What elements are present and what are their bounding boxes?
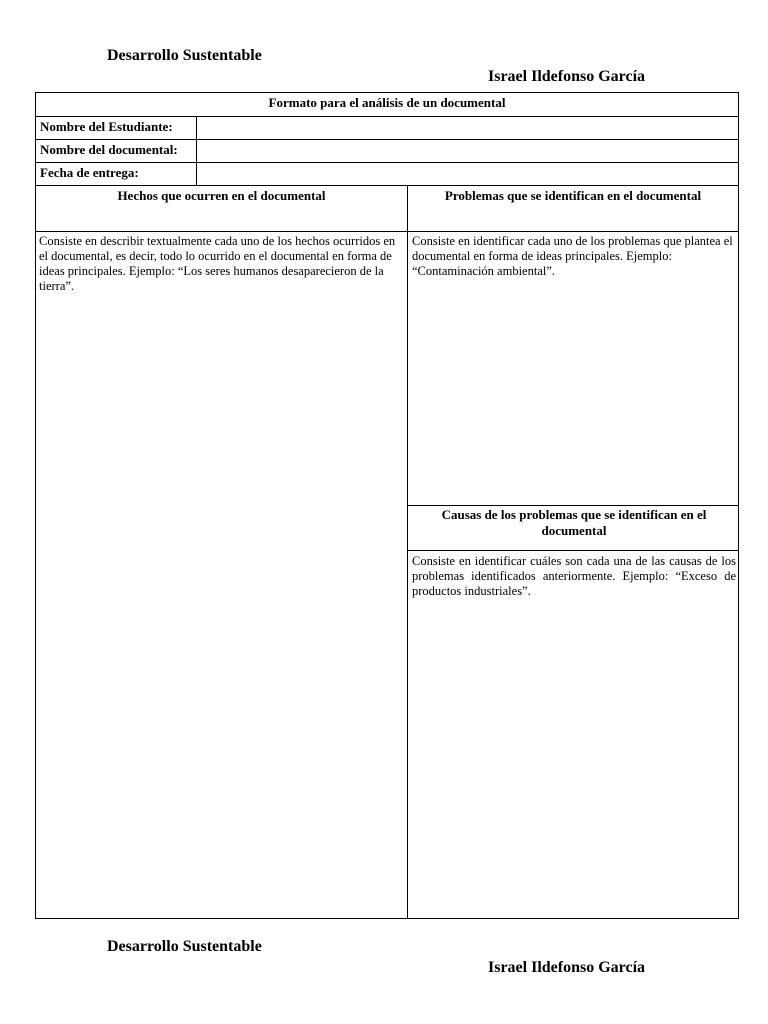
column-divider xyxy=(407,185,408,918)
hechos-body: Consiste en describir textualmente cada uno de los hechos ocurridos en el documental, es decir, todo lo ocurrido en el documental en forma de ideas principales. Ejemplo: “Los seres humanos desaparecieron de la tierra”. xyxy=(39,234,396,293)
field-label-student: Nombre del Estudiante: xyxy=(40,119,173,134)
footer-author-name: Israel Ildefonso García xyxy=(488,959,646,976)
course-title: Desarrollo Sustentable xyxy=(107,47,262,64)
analysis-form xyxy=(35,92,739,919)
field-label-fecha: Fecha de entrega: xyxy=(40,165,139,180)
causas-body: Consiste en identificar cuáles son cada una de las causas de los problemas identificados anteriormente. Ejemplo: “Exceso de productos industriales”. xyxy=(412,554,736,598)
field-divider xyxy=(196,140,197,162)
hechos-heading: Hechos que ocurren en el documental xyxy=(117,188,326,203)
field-divider xyxy=(196,117,197,139)
field-label-documental: Nombre del documental: xyxy=(40,142,178,157)
form-title: Formato para el análisis de un documental xyxy=(36,93,738,117)
field-divider xyxy=(196,163,197,185)
field-row-fecha xyxy=(36,163,738,186)
causas-heading: Causas de los problemas que se identifican en el documental xyxy=(441,507,707,538)
heading-divider xyxy=(36,231,738,232)
problemas-heading: Problemas que se identifican en el documental xyxy=(444,188,702,203)
causas-top-divider xyxy=(407,505,738,506)
field-row-student xyxy=(36,117,738,140)
field-row-documental xyxy=(36,140,738,163)
author-name: Israel Ildefonso García xyxy=(488,68,646,85)
causas-heading-divider xyxy=(407,550,738,551)
problemas-body: Consiste en identificar cada uno de los problemas que plantea el documental en forma de ideas principales. Ejemplo: “Contaminación ambiental”. xyxy=(412,234,733,278)
footer-course-title: Desarrollo Sustentable xyxy=(107,938,262,955)
